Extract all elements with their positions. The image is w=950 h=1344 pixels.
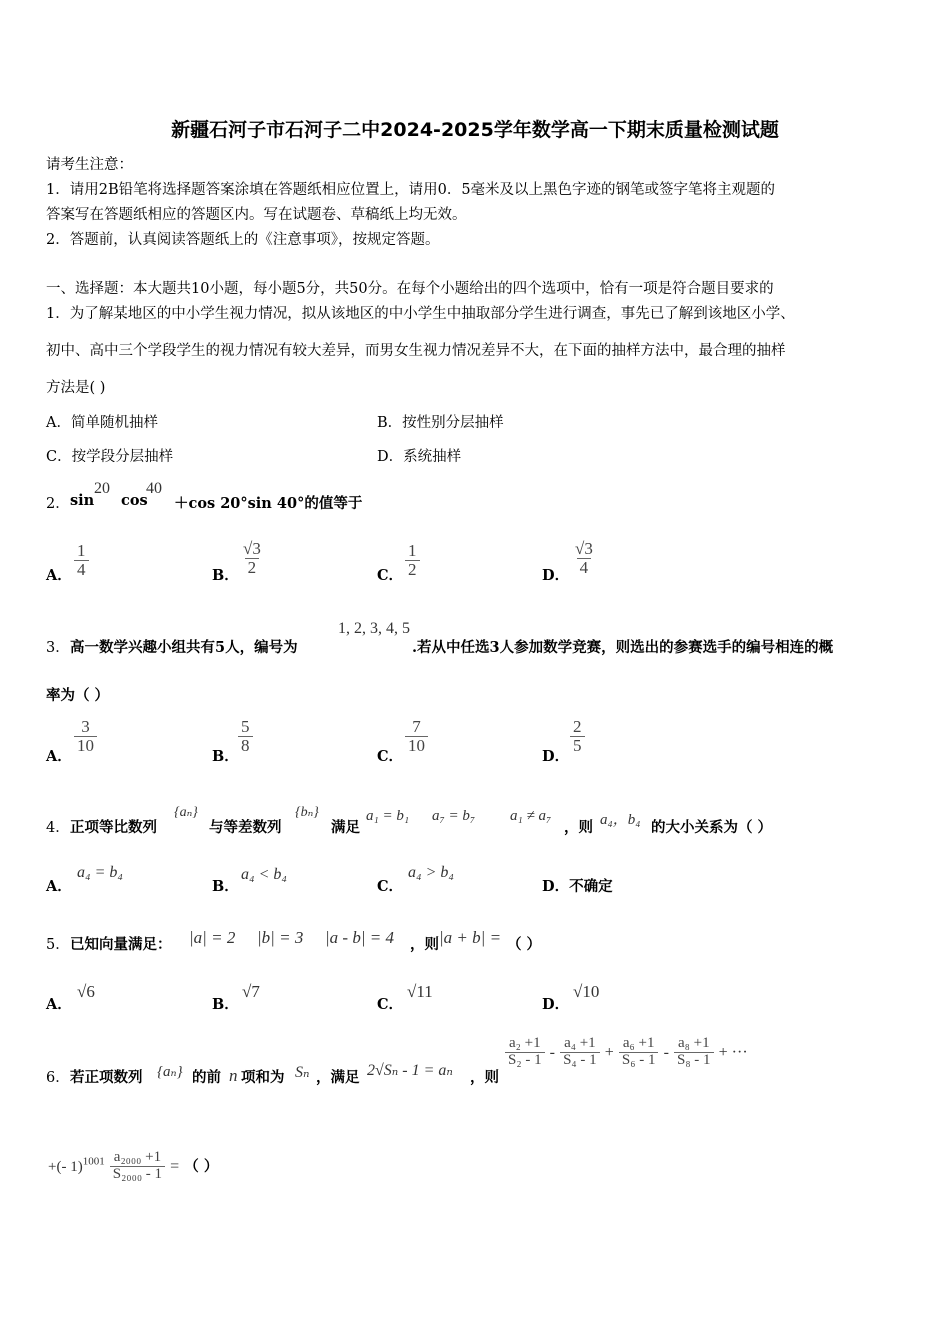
q2-option-a-label: A． — [46, 567, 72, 584]
q3-option-c-fraction: $\frac{7}{10}$ — [405, 718, 428, 755]
notice-line-2: 答案写在答题纸相应的答题区内。写在试题卷、草稿纸上均无效。 — [46, 207, 467, 223]
q5-option-c-label: C． — [377, 996, 404, 1013]
q5-text-1: 已知向量满足： — [70, 936, 172, 953]
notice-line-3: 2．答题前，认真阅读答题纸上的《注意事项》，按规定答题。 — [46, 232, 440, 248]
q4-option-b-value: a₄ < b₄ — [241, 866, 287, 883]
q1-line-1: 1．为了解某地区的中小学生视力情况，拟从该地区的中小学生中抽取部分学生进行调查，事先已了解到该地区小学、 — [46, 306, 795, 322]
q4-text-5: 的大小关系为（ ） — [651, 819, 773, 836]
q5-option-c-value: √11 — [407, 982, 433, 1001]
q4-text-2: 与等差数列 — [209, 819, 282, 836]
q2-option-b-fraction: $\frac{√3}{2}$ — [243, 539, 261, 577]
q5-option-a-label: A． — [46, 996, 72, 1013]
q1-line-2: 初中、高中三个学段学生的视力情况有较大差异，而男女生视力情况差异不大，在下面的抽样方法中，最合理的抽样 — [46, 343, 786, 359]
q5-option-a-value: √6 — [77, 982, 95, 1001]
q2-sin: sin — [70, 492, 95, 509]
q4-text-3: 满足 — [331, 819, 360, 836]
q3-option-a-label: A． — [46, 748, 72, 765]
q6-fraction-4: $\frac{\text{a₈ +1}}{\text{S₈ - 1}}$ — [674, 1036, 714, 1069]
q6-sum-expression: $\frac{\text{a₂ +1}}{\text{S₂ - 1}}$ - $\frac{\text{a₄ +1}}{\text{S₄ - 1}}$ + $\frac{\text{a₆ +1}}{\text{S₆ - 1}}$ - $\frac{\text{a₈ +1}}{\text{S₈ - 1}}$ + ··· — [505, 1036, 748, 1069]
q4-option-b-label: B． — [212, 878, 239, 895]
q2-rest: ＋cos 20°sin 40°的值等于 — [174, 495, 363, 512]
q3-line-2: 率为（ ） — [46, 687, 110, 704]
q2-option-c-fraction: $\frac{1}{2}$ — [405, 542, 420, 579]
q3-option-b-label: B． — [212, 748, 239, 765]
q5-expr-4: |a + b| = — [439, 928, 502, 947]
notice-line-1: 1．请用2B铅笔将选择题答案涂填在答题纸相应位置上，请用0．5毫米及以上黑色字迹的钢笔或签字笔将主观题的 — [46, 182, 776, 198]
q2-number: 2． — [46, 496, 70, 512]
q3-option-b-fraction: $\frac{5}{8}$ — [238, 718, 253, 755]
q5-expr-2: |b| = 3 — [257, 928, 304, 947]
q6-text-2: 的前 — [192, 1069, 221, 1086]
q4-vars: a₄，b₄ — [600, 812, 641, 828]
q2-option-a-fraction: $\frac{1}{4}$ — [74, 542, 89, 579]
q2-cos: cos — [121, 492, 148, 509]
q5-option-b-value: √7 — [242, 982, 260, 1001]
q5-number: 5． — [46, 937, 70, 953]
q3-number: 3． — [46, 640, 70, 656]
q1-option-d: D．系统抽样 — [377, 449, 462, 465]
section-heading: 一、选择题：本大题共10小题，每小题5分，共50分。在每个小题给出的四个选项中，恰有一项是符合题目要求的 — [46, 281, 774, 297]
q5-expr-3: |a - b| = 4 — [325, 928, 394, 947]
q2-option-d-label: D． — [542, 567, 570, 584]
q1-option-c: C．按学段分层抽样 — [46, 449, 174, 465]
q6-condition: 2√Sₙ - 1 = aₙ — [367, 1062, 453, 1079]
q6-seq: {aₙ} — [157, 1064, 183, 1080]
q4-number: 4． — [46, 820, 70, 836]
q6-text-5: ，则 — [470, 1069, 499, 1086]
q6-fraction-1: $\frac{\text{a₂ +1}}{\text{S₂ - 1}}$ — [505, 1036, 545, 1069]
page-title: 新疆石河子市石河子二中2024-2025学年数学高一下期末质量检测试题 — [171, 119, 779, 141]
q2-option-d-fraction: $\frac{√3}{4}$ — [575, 539, 593, 577]
q6-sn: Sₙ — [295, 1064, 310, 1081]
q6-last-term: +(- 1)$^{1001}$ $\frac{\text{a₂₀₀₀ +1}}{\text{S₂₀₀₀ - 1}}$ = （ ） — [48, 1149, 219, 1182]
q4-option-c-value: a₄ > b₄ — [408, 864, 454, 881]
q1-option-a: A．简单随机抽样 — [46, 415, 158, 431]
q5-option-d-label: D． — [542, 996, 570, 1013]
q6-fraction-2: $\frac{\text{a₄ +1}}{\text{S₄ - 1}}$ — [560, 1036, 600, 1069]
q5-expr-1: |a| = 2 — [189, 928, 236, 947]
q6-text-3: 项和为 — [241, 1069, 285, 1086]
q5-text-2: ，则 — [410, 936, 439, 953]
q4-text-1: 正项等比数列 — [70, 819, 157, 836]
q4-option-c-label: C． — [377, 878, 404, 895]
q3-option-c-label: C． — [377, 748, 404, 765]
q6-fraction-3: $\frac{\text{a₆ +1}}{\text{S₆ - 1}}$ — [619, 1036, 659, 1069]
q6-text-4: ，满足 — [316, 1069, 360, 1086]
q3-text-2: .若从中任选3人参加数学竞赛，则选出的参赛选手的编号相连的概 — [412, 639, 834, 656]
q4-option-a-label: A． — [46, 878, 72, 895]
q3-numbers: 1, 2, 3, 4, 5 — [338, 620, 410, 637]
q1-line-3: 方法是( ) — [46, 380, 106, 396]
q5-option-d-value: √10 — [573, 982, 600, 1001]
q2-option-b-label: B． — [212, 567, 239, 584]
q4-option-a-value: a₄ = b₄ — [77, 864, 123, 881]
q3-option-d-label: D． — [542, 748, 570, 765]
q2-angle-1: 20 — [94, 480, 110, 497]
q4-cond-2: a₇ = b₇ — [432, 808, 476, 824]
q1-option-b: B．按性别分层抽样 — [377, 415, 504, 431]
q4-cond-3: a₁ ≠ a₇ — [510, 808, 552, 824]
q4-cond-1: a₁ = b₁ — [366, 808, 410, 824]
q5-text-3: （ ） — [507, 936, 542, 953]
q6-last-fraction: $\frac{\text{a₂₀₀₀ +1}}{\text{S₂₀₀₀ - 1}}$ — [110, 1150, 165, 1183]
notice-heading: 请考生注意： — [46, 157, 133, 173]
q3-option-d-fraction: $\frac{2}{5}$ — [570, 718, 585, 755]
q6-number: 6． — [46, 1070, 70, 1086]
q5-option-b-label: B． — [212, 996, 239, 1013]
q4-option-d: D．不确定 — [542, 878, 613, 895]
q6-text-1: 若正项数列 — [70, 1069, 143, 1086]
q2-angle-2: 40 — [146, 480, 162, 497]
q4-text-4: ，则 — [564, 819, 593, 836]
q4-seq-a: {aₙ} — [174, 805, 198, 820]
q2-option-c-label: C． — [377, 567, 404, 584]
q3-option-a-fraction: $\frac{3}{10}$ — [74, 718, 97, 755]
q6-n: n — [229, 1066, 238, 1085]
q4-seq-b: {bₙ} — [295, 805, 319, 820]
q3-text-1: 高一数学兴趣小组共有5人，编号为 — [70, 639, 298, 656]
